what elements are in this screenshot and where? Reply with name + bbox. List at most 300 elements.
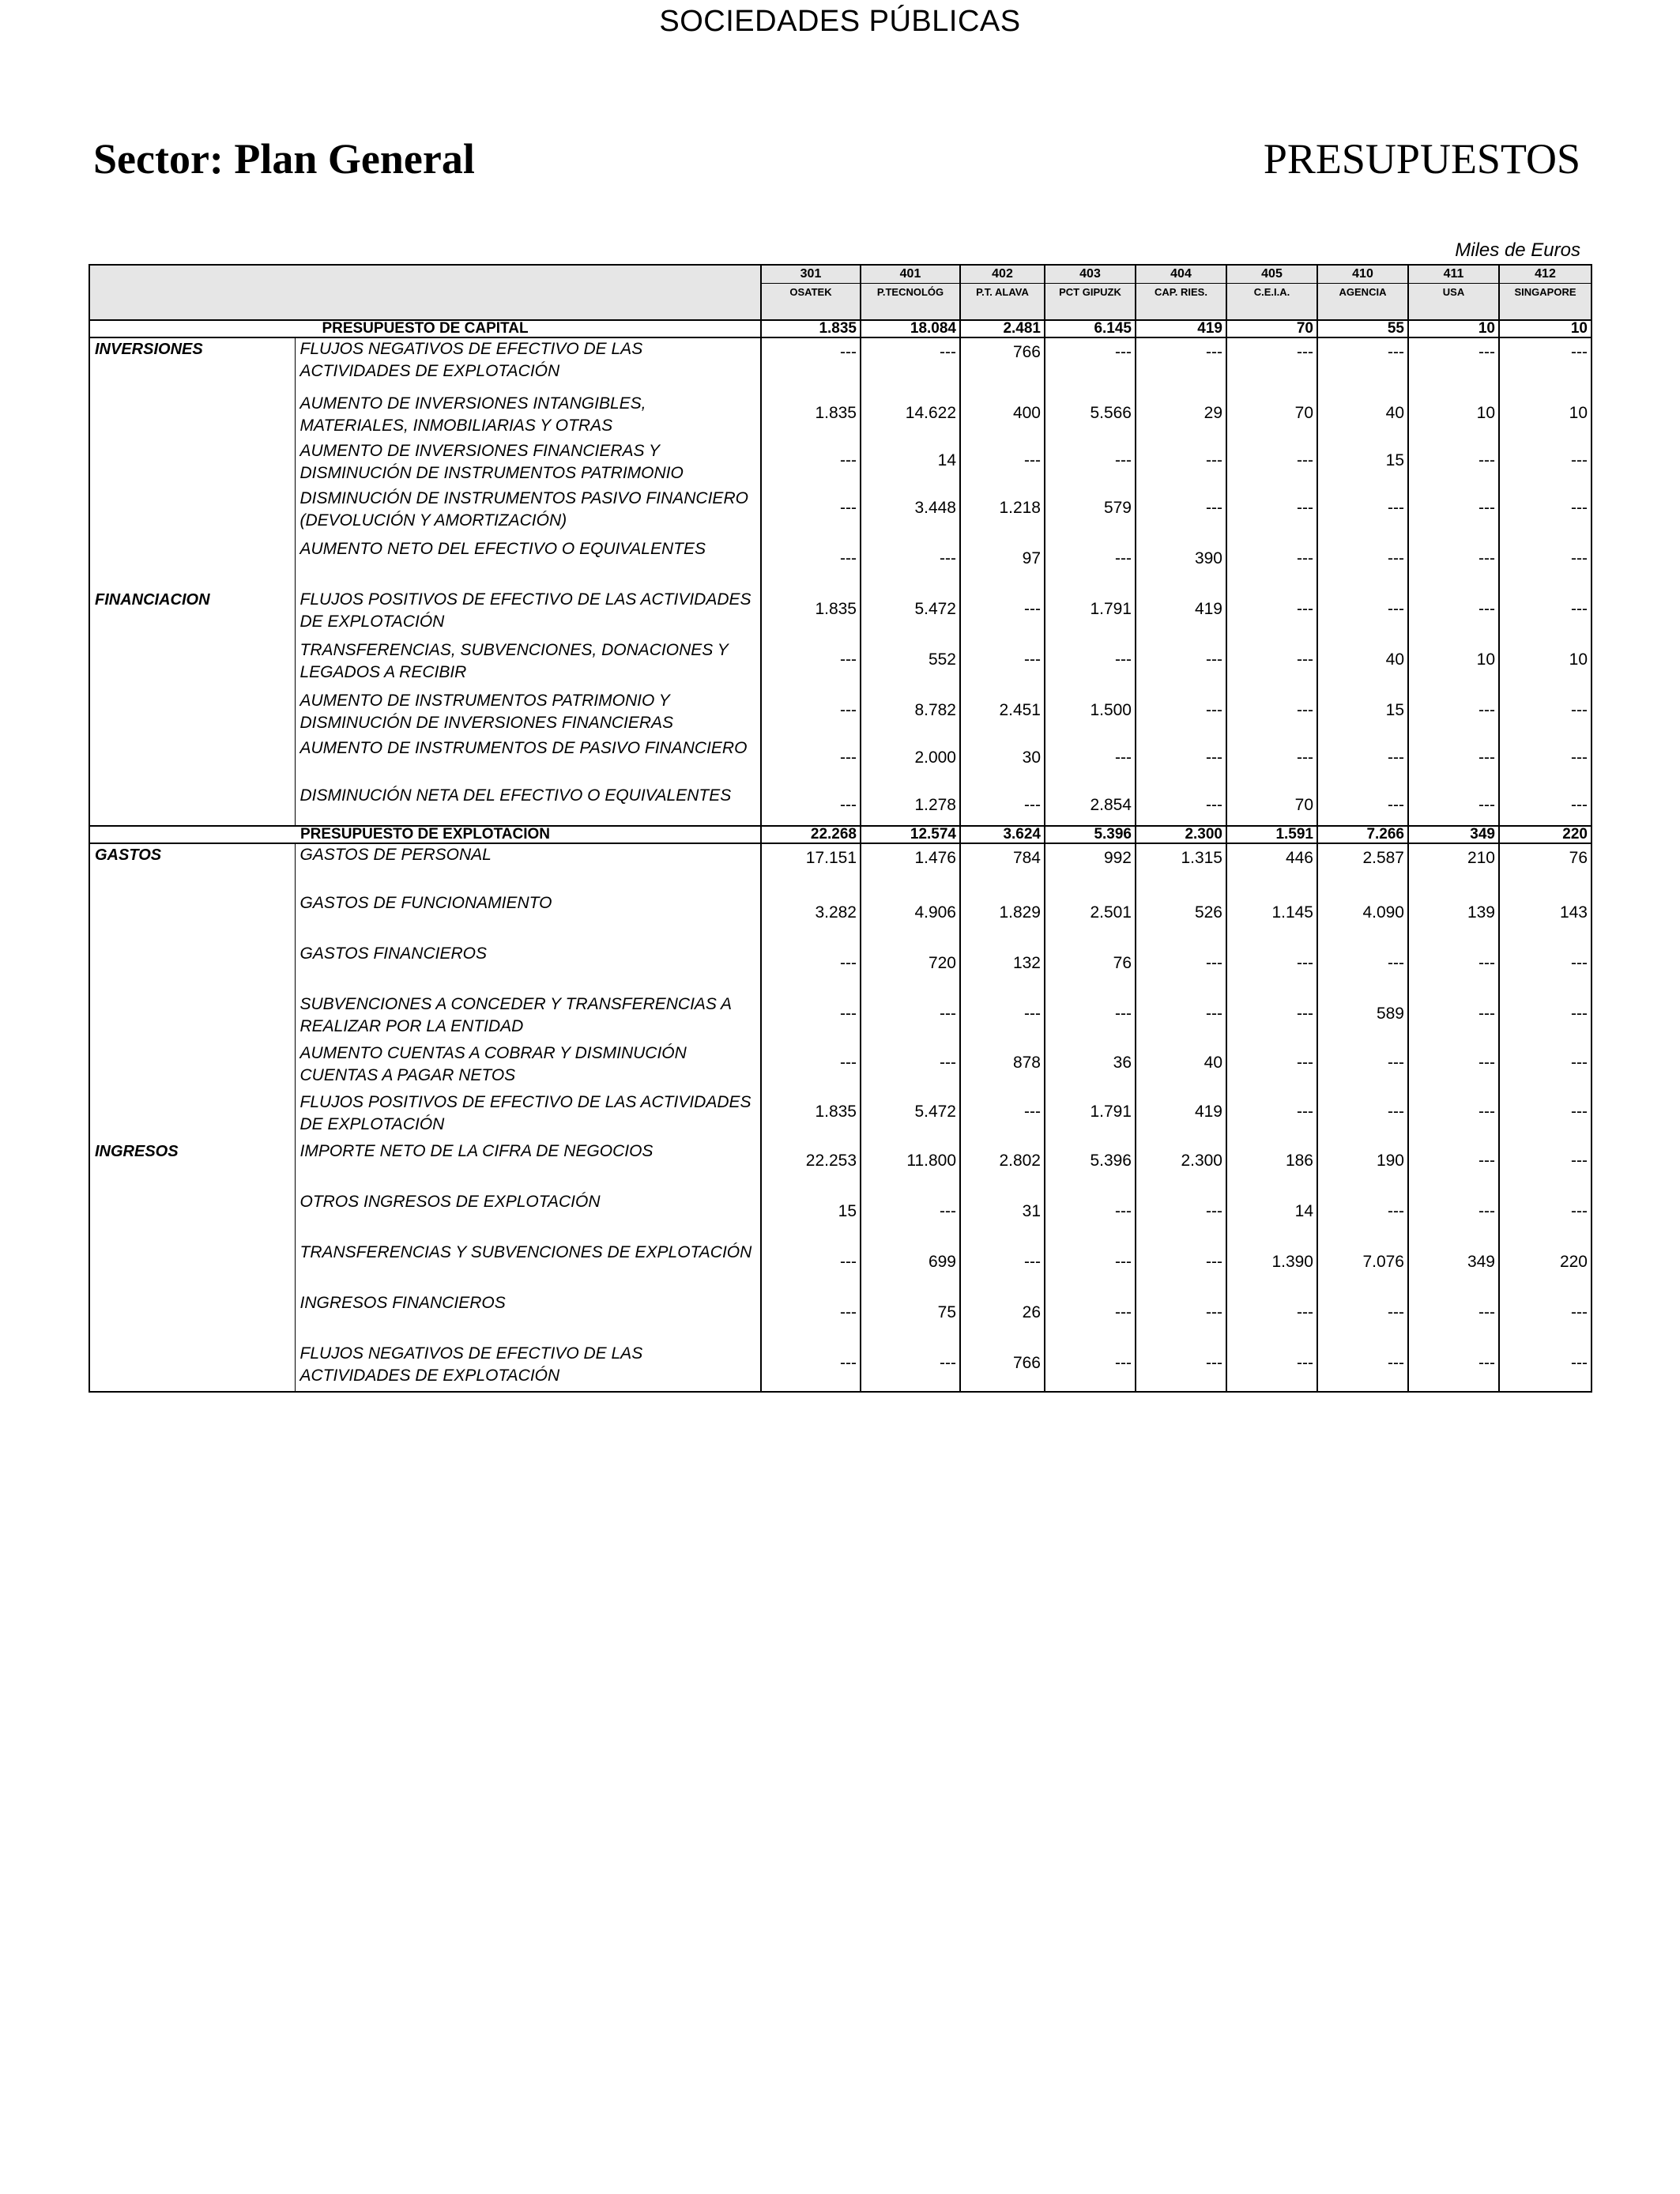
capital-budget-total: 55: [1317, 320, 1408, 337]
capital-row: [89, 690, 1591, 737]
column-name: OSATEK: [761, 284, 861, 321]
row-value: 10: [1499, 639, 1591, 690]
row-value: ---: [1317, 1191, 1408, 1242]
row-category: [89, 943, 295, 993]
row-description: AUMENTO NETO DEL EFECTIVO O EQUIVALENTES: [295, 538, 761, 589]
row-value: 76: [1499, 843, 1591, 892]
row-value: ---: [1045, 1191, 1136, 1242]
row-value: ---: [1499, 943, 1591, 993]
capital-budget-total: 419: [1136, 320, 1226, 337]
row-value: 10: [1499, 393, 1591, 440]
row-category: [89, 1091, 295, 1140]
row-value: ---: [761, 538, 861, 589]
row-category: [89, 1343, 295, 1392]
row-value: 766: [960, 1343, 1045, 1392]
column-name: P.TECNOLÓG: [861, 284, 960, 321]
operating-row: [89, 1191, 1591, 1242]
row-value: ---: [1499, 337, 1591, 393]
row-value: ---: [761, 943, 861, 993]
row-description: IMPORTE NETO DE LA CIFRA DE NEGOCIOS: [295, 1140, 761, 1191]
row-value: 526: [1136, 892, 1226, 943]
row-description: FLUJOS POSITIVOS DE EFECTIVO DE LAS ACTIVIDADES DE EXPLOTACIÓN: [295, 1091, 761, 1140]
capital-budget-total: 70: [1226, 320, 1317, 337]
row-description: INGRESOS FINANCIEROS: [295, 1292, 761, 1343]
row-value: 210: [1408, 843, 1499, 892]
row-value: ---: [1408, 690, 1499, 737]
row-value: ---: [1499, 488, 1591, 538]
row-value: ---: [1136, 639, 1226, 690]
row-value: ---: [1317, 737, 1408, 785]
row-value: 3.282: [761, 892, 861, 943]
row-value: ---: [1499, 737, 1591, 785]
operating-budget: [89, 826, 1591, 843]
column-name: PCT GIPUZK: [1045, 284, 1136, 321]
row-description: AUMENTO DE INSTRUMENTOS DE PASIVO FINANCIERO: [295, 737, 761, 785]
row-value: ---: [1408, 538, 1499, 589]
row-value: 11.800: [861, 1140, 960, 1191]
row-value: ---: [1136, 737, 1226, 785]
row-category: [89, 737, 295, 785]
row-value: 139: [1408, 892, 1499, 943]
row-value: 76: [1045, 943, 1136, 993]
row-value: 15: [761, 1191, 861, 1242]
row-value: 4.906: [861, 892, 960, 943]
row-value: ---: [960, 993, 1045, 1042]
row-value: ---: [761, 737, 861, 785]
operating-budget-total: 1.591: [1226, 826, 1317, 843]
row-value: 390: [1136, 538, 1226, 589]
row-value: 190: [1317, 1140, 1408, 1191]
sector-title: Sector: Plan General: [93, 135, 475, 183]
column-code: 403: [1045, 265, 1136, 284]
row-value: 132: [960, 943, 1045, 993]
row-description: OTROS INGRESOS DE EXPLOTACIÓN: [295, 1191, 761, 1242]
capital-row: [89, 785, 1591, 826]
row-value: 14: [861, 440, 960, 488]
row-value: ---: [1317, 337, 1408, 393]
row-description: AUMENTO CUENTAS A COBRAR Y DISMINUCIÓN CUENTAS A PAGAR NETOS: [295, 1042, 761, 1091]
row-value: 589: [1317, 993, 1408, 1042]
row-value: 7.076: [1317, 1242, 1408, 1292]
operating-row: [89, 1140, 1591, 1191]
capital-row: [89, 393, 1591, 440]
row-value: 992: [1045, 843, 1136, 892]
row-value: 143: [1499, 892, 1591, 943]
column-name-row: [89, 284, 1591, 321]
row-value: 2.854: [1045, 785, 1136, 826]
column-name: USA: [1408, 284, 1499, 321]
row-value: ---: [1317, 1292, 1408, 1343]
capital-budget-total: 10: [1499, 320, 1591, 337]
column-name: C.E.I.A.: [1226, 284, 1317, 321]
row-value: ---: [861, 538, 960, 589]
row-value: ---: [1045, 440, 1136, 488]
column-code: 404: [1136, 265, 1226, 284]
row-value: 766: [960, 337, 1045, 393]
row-value: 15: [1317, 690, 1408, 737]
row-value: 720: [861, 943, 960, 993]
row-value: ---: [1408, 1042, 1499, 1091]
capital-budget-total: 18.084: [861, 320, 960, 337]
row-category: [89, 538, 295, 589]
row-value: ---: [1408, 1191, 1499, 1242]
column-code: 401: [861, 265, 960, 284]
row-value: 784: [960, 843, 1045, 892]
operating-row: [89, 1042, 1591, 1091]
row-category: [89, 785, 295, 826]
operating-budget-total: 5.396: [1045, 826, 1136, 843]
operating-budget-label: PRESUPUESTO DE EXPLOTACION: [89, 826, 761, 843]
operating-row: [89, 843, 1591, 892]
row-value: 2.300: [1136, 1140, 1226, 1191]
column-code: 410: [1317, 265, 1408, 284]
row-value: ---: [1408, 1140, 1499, 1191]
operating-row: [89, 1292, 1591, 1343]
row-value: ---: [1136, 488, 1226, 538]
row-value: ---: [761, 1042, 861, 1091]
row-value: 1.476: [861, 843, 960, 892]
row-value: ---: [1499, 1042, 1591, 1091]
operating-budget-total: 220: [1499, 826, 1591, 843]
operating-budget-total: 7.266: [1317, 826, 1408, 843]
row-value: ---: [960, 639, 1045, 690]
row-value: ---: [1408, 1292, 1499, 1343]
operating-row: [89, 1091, 1591, 1140]
row-value: 400: [960, 393, 1045, 440]
row-value: 40: [1136, 1042, 1226, 1091]
row-category: [89, 1191, 295, 1242]
row-category: INGRESOS: [89, 1140, 295, 1191]
row-value: 8.782: [861, 690, 960, 737]
row-value: ---: [1226, 1292, 1317, 1343]
row-value: ---: [1317, 1343, 1408, 1392]
row-value: ---: [1226, 690, 1317, 737]
row-value: ---: [1136, 337, 1226, 393]
row-value: ---: [1045, 1343, 1136, 1392]
row-description: DISMINUCIÓN DE INSTRUMENTOS PASIVO FINANCIERO (DEVOLUCIÓN Y AMORTIZACIÓN): [295, 488, 761, 538]
row-value: ---: [761, 1242, 861, 1292]
row-value: ---: [861, 337, 960, 393]
row-value: ---: [1499, 1343, 1591, 1392]
row-value: ---: [1136, 1292, 1226, 1343]
row-value: 1.218: [960, 488, 1045, 538]
row-value: ---: [1226, 639, 1317, 690]
operating-row: [89, 943, 1591, 993]
row-value: 419: [1136, 1091, 1226, 1140]
row-value: ---: [1136, 943, 1226, 993]
row-value: 1.835: [761, 589, 861, 639]
row-value: ---: [1136, 785, 1226, 826]
row-value: 26: [960, 1292, 1045, 1343]
row-category: [89, 690, 295, 737]
row-description: DISMINUCIÓN NETA DEL EFECTIVO O EQUIVALENTES: [295, 785, 761, 826]
row-value: 70: [1226, 393, 1317, 440]
capital-row: [89, 589, 1591, 639]
row-value: 31: [960, 1191, 1045, 1242]
row-value: ---: [861, 993, 960, 1042]
row-value: ---: [1499, 993, 1591, 1042]
row-value: 2.587: [1317, 843, 1408, 892]
row-value: ---: [861, 1042, 960, 1091]
column-name: P.T. ALAVA: [960, 284, 1045, 321]
row-value: 419: [1136, 589, 1226, 639]
row-value: ---: [1499, 1292, 1591, 1343]
row-value: 14.622: [861, 393, 960, 440]
row-value: ---: [761, 1343, 861, 1392]
row-value: 17.151: [761, 843, 861, 892]
row-value: 1.500: [1045, 690, 1136, 737]
row-value: ---: [1226, 993, 1317, 1042]
capital-row: [89, 488, 1591, 538]
column-code: 402: [960, 265, 1045, 284]
capital-budget-label: PRESUPUESTO DE CAPITAL: [89, 320, 761, 337]
row-category: INVERSIONES: [89, 337, 295, 393]
row-value: ---: [1136, 440, 1226, 488]
row-value: 15: [1317, 440, 1408, 488]
row-value: ---: [1136, 1343, 1226, 1392]
row-category: [89, 1242, 295, 1292]
row-category: [89, 440, 295, 488]
row-value: ---: [1408, 337, 1499, 393]
row-value: ---: [1408, 737, 1499, 785]
row-value: 1.390: [1226, 1242, 1317, 1292]
row-value: ---: [1317, 538, 1408, 589]
row-description: AUMENTO DE INSTRUMENTOS PATRIMONIO Y DISMINUCIÓN DE INVERSIONES FINANCIERAS: [295, 690, 761, 737]
row-value: 1.145: [1226, 892, 1317, 943]
capital-row: [89, 737, 1591, 785]
row-value: ---: [1226, 337, 1317, 393]
row-description: AUMENTO DE INVERSIONES INTANGIBLES, MATERIALES, INMOBILIARIAS Y OTRAS: [295, 393, 761, 440]
row-value: 5.472: [861, 589, 960, 639]
capital-budget-total: 6.145: [1045, 320, 1136, 337]
row-value: ---: [1226, 1343, 1317, 1392]
row-value: ---: [1317, 589, 1408, 639]
row-category: [89, 488, 295, 538]
row-category: FINANCIACION: [89, 589, 295, 639]
row-value: 5.472: [861, 1091, 960, 1140]
document-header: SOCIEDADES PÚBLICAS: [659, 5, 1021, 38]
operating-budget-total: 22.268: [761, 826, 861, 843]
row-value: ---: [1499, 785, 1591, 826]
section-title: PRESUPUESTOS: [1263, 135, 1580, 183]
row-value: ---: [761, 993, 861, 1042]
row-value: 10: [1408, 639, 1499, 690]
row-value: ---: [1136, 1191, 1226, 1242]
row-value: ---: [1499, 440, 1591, 488]
row-value: 4.090: [1317, 892, 1408, 943]
operating-row: [89, 1242, 1591, 1292]
operating-row: [89, 1343, 1591, 1392]
row-value: ---: [1499, 1191, 1591, 1242]
row-value: 2.802: [960, 1140, 1045, 1191]
row-description: SUBVENCIONES A CONCEDER Y TRANSFERENCIAS A REALIZAR POR LA ENTIDAD: [295, 993, 761, 1042]
row-value: ---: [1408, 1343, 1499, 1392]
column-code: 301: [761, 265, 861, 284]
header-blank-cell: [89, 265, 761, 284]
row-value: 2.000: [861, 737, 960, 785]
row-value: 349: [1408, 1242, 1499, 1292]
row-value: ---: [1408, 440, 1499, 488]
row-value: 14: [1226, 1191, 1317, 1242]
capital-budget: [89, 320, 1591, 337]
row-value: 2.501: [1045, 892, 1136, 943]
row-value: 40: [1317, 393, 1408, 440]
row-value: ---: [1499, 1091, 1591, 1140]
row-value: 97: [960, 538, 1045, 589]
capital-budget-total: 2.481: [960, 320, 1045, 337]
row-value: ---: [1408, 943, 1499, 993]
row-value: ---: [1408, 993, 1499, 1042]
column-code-row: [89, 265, 1591, 284]
row-value: 699: [861, 1242, 960, 1292]
row-value: ---: [861, 1343, 960, 1392]
row-value: ---: [1136, 1242, 1226, 1292]
row-description: AUMENTO DE INVERSIONES FINANCIERAS Y DISMINUCIÓN DE INSTRUMENTOS PATRIMONIO: [295, 440, 761, 488]
row-value: ---: [1226, 1091, 1317, 1140]
row-value: 220: [1499, 1242, 1591, 1292]
row-value: 22.253: [761, 1140, 861, 1191]
row-description: GASTOS DE FUNCIONAMIENTO: [295, 892, 761, 943]
operating-budget-total: 12.574: [861, 826, 960, 843]
row-value: 5.396: [1045, 1140, 1136, 1191]
row-value: ---: [1045, 1242, 1136, 1292]
row-value: 3.448: [861, 488, 960, 538]
row-value: ---: [1226, 440, 1317, 488]
capital-budget-total: 1.835: [761, 320, 861, 337]
units-label: Miles de Euros: [1455, 239, 1580, 261]
row-value: ---: [1408, 1091, 1499, 1140]
row-value: ---: [1045, 993, 1136, 1042]
row-category: [89, 1042, 295, 1091]
column-name: AGENCIA: [1317, 284, 1408, 321]
row-description: FLUJOS POSITIVOS DE EFECTIVO DE LAS ACTIVIDADES DE EXPLOTACIÓN: [295, 589, 761, 639]
row-value: ---: [861, 1191, 960, 1242]
row-value: ---: [761, 1292, 861, 1343]
capital-budget-total: 10: [1408, 320, 1499, 337]
row-value: ---: [761, 639, 861, 690]
row-category: [89, 393, 295, 440]
operating-budget-total: 349: [1408, 826, 1499, 843]
row-category: [89, 639, 295, 690]
row-value: ---: [1136, 690, 1226, 737]
row-value: ---: [1226, 488, 1317, 538]
row-value: ---: [1045, 639, 1136, 690]
row-value: 70: [1226, 785, 1317, 826]
row-value: 75: [861, 1292, 960, 1343]
row-value: ---: [761, 488, 861, 538]
row-description: FLUJOS NEGATIVOS DE EFECTIVO DE LAS ACTIVIDADES DE EXPLOTACIÓN: [295, 1343, 761, 1392]
capital-row: [89, 538, 1591, 589]
row-category: [89, 993, 295, 1042]
row-value: 1.315: [1136, 843, 1226, 892]
row-description: TRANSFERENCIAS Y SUBVENCIONES DE EXPLOTACIÓN: [295, 1242, 761, 1292]
row-value: ---: [1317, 488, 1408, 538]
operating-budget-total: 3.624: [960, 826, 1045, 843]
row-value: ---: [1045, 1292, 1136, 1343]
row-value: 1.791: [1045, 1091, 1136, 1140]
operating-row: [89, 993, 1591, 1042]
row-value: ---: [1226, 1042, 1317, 1091]
row-value: ---: [1499, 1140, 1591, 1191]
row-value: ---: [1408, 785, 1499, 826]
row-category: [89, 1292, 295, 1343]
row-value: 1.829: [960, 892, 1045, 943]
row-value: ---: [1499, 538, 1591, 589]
row-value: ---: [960, 440, 1045, 488]
row-value: ---: [1317, 943, 1408, 993]
row-value: 552: [861, 639, 960, 690]
row-value: ---: [1045, 337, 1136, 393]
row-value: 579: [1045, 488, 1136, 538]
capital-row: [89, 639, 1591, 690]
row-value: ---: [761, 440, 861, 488]
row-category: [89, 892, 295, 943]
row-category: GASTOS: [89, 843, 295, 892]
row-value: 1.835: [761, 393, 861, 440]
row-description: GASTOS FINANCIEROS: [295, 943, 761, 993]
row-value: ---: [1499, 589, 1591, 639]
row-value: ---: [1317, 1091, 1408, 1140]
row-value: ---: [1045, 538, 1136, 589]
column-code: 411: [1408, 265, 1499, 284]
row-description: GASTOS DE PERSONAL: [295, 843, 761, 892]
row-value: ---: [1499, 690, 1591, 737]
row-value: 10: [1408, 393, 1499, 440]
operating-budget-total: 2.300: [1136, 826, 1226, 843]
row-value: ---: [761, 690, 861, 737]
row-description: TRANSFERENCIAS, SUBVENCIONES, DONACIONES Y LEGADOS A RECIBIR: [295, 639, 761, 690]
row-value: 30: [960, 737, 1045, 785]
row-value: ---: [1408, 488, 1499, 538]
column-code: 405: [1226, 265, 1317, 284]
row-value: ---: [1317, 785, 1408, 826]
row-value: ---: [1045, 737, 1136, 785]
header-blank-cell: [89, 284, 761, 321]
row-value: ---: [1226, 943, 1317, 993]
row-description: FLUJOS NEGATIVOS DE EFECTIVO DE LAS ACTIVIDADES DE EXPLOTACIÓN: [295, 337, 761, 393]
operating-row: [89, 892, 1591, 943]
row-value: 446: [1226, 843, 1317, 892]
row-value: ---: [761, 337, 861, 393]
row-value: 1.835: [761, 1091, 861, 1140]
row-value: ---: [761, 785, 861, 826]
row-value: 5.566: [1045, 393, 1136, 440]
row-value: 1.791: [1045, 589, 1136, 639]
row-value: ---: [1226, 737, 1317, 785]
column-code: 412: [1499, 265, 1591, 284]
budget-table: [89, 264, 1592, 1393]
row-value: ---: [960, 1091, 1045, 1140]
row-value: ---: [1226, 538, 1317, 589]
row-value: ---: [1226, 589, 1317, 639]
capital-row: [89, 440, 1591, 488]
column-name: SINGAPORE: [1499, 284, 1591, 321]
row-value: ---: [1408, 589, 1499, 639]
row-value: ---: [1317, 1042, 1408, 1091]
row-value: 40: [1317, 639, 1408, 690]
row-value: 29: [1136, 393, 1226, 440]
row-value: 36: [1045, 1042, 1136, 1091]
column-name: CAP. RIES.: [1136, 284, 1226, 321]
row-value: ---: [960, 785, 1045, 826]
row-value: ---: [960, 589, 1045, 639]
row-value: ---: [1136, 993, 1226, 1042]
row-value: 1.278: [861, 785, 960, 826]
row-value: ---: [960, 1242, 1045, 1292]
capital-row: [89, 337, 1591, 393]
row-value: 878: [960, 1042, 1045, 1091]
row-value: 2.451: [960, 690, 1045, 737]
